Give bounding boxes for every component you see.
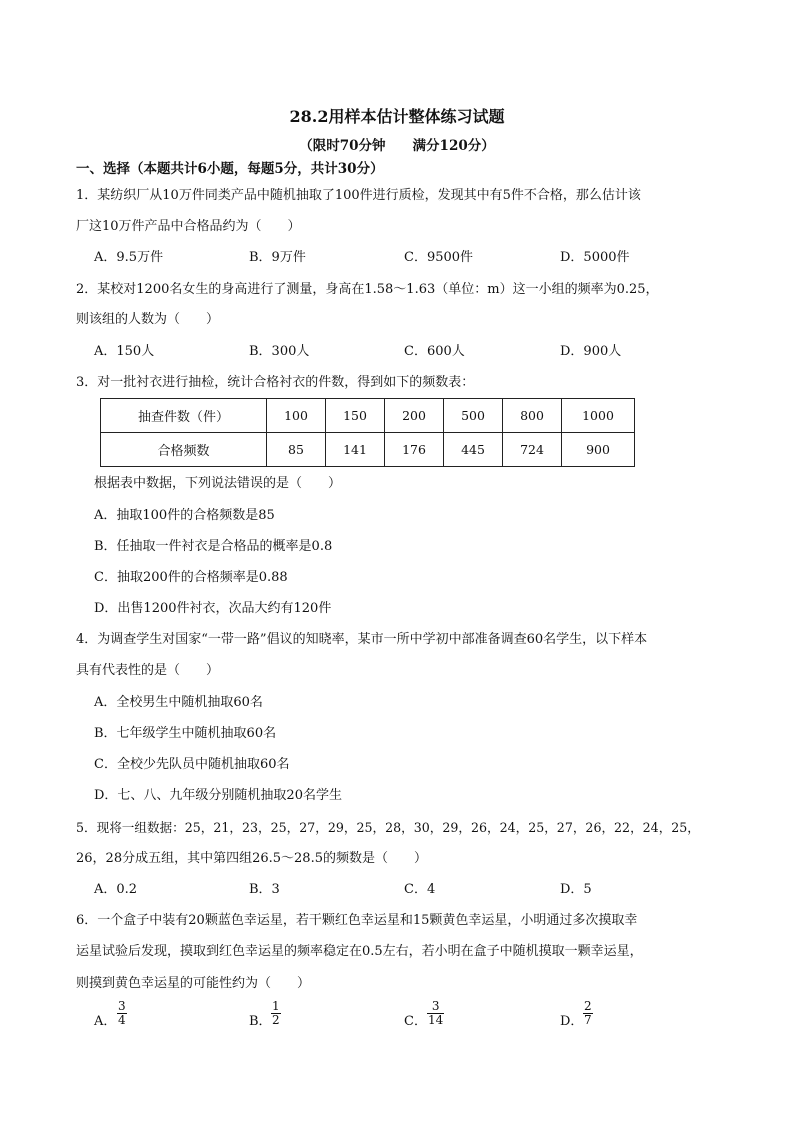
fraction-denominator: 14 [428,1013,444,1027]
question-2-line-2: 则该组的人数为（ ） [76,312,220,327]
question-5-option-b: B．3 [249,882,280,897]
table-cell: 150 [326,399,385,433]
question-3-option-d: D．出售1200件衬衣，次品大约有120件 [94,601,332,616]
table-cell: 100 [267,399,326,433]
fraction-numerator: 3 [118,999,126,1013]
fraction-denominator: 7 [584,1013,592,1027]
question-2-option-c: C．600人 [404,344,465,359]
question-4-line-2: 具有代表性的是（ ） [76,663,220,678]
page-title: 28.2用样本估计整体练习试题 [289,107,505,126]
table-cell: 500 [444,399,503,433]
question-6-option-a-letter: A． [94,1014,117,1029]
question-2-option-d: D．900人 [560,344,622,359]
question-6-option-d-letter: D． [560,1014,584,1029]
frequency-table [100,398,635,467]
page-subtitle: （限时70分钟 满分120分） [299,138,495,154]
table-cell: 800 [503,399,562,433]
table-row-header: 抽查件数（件） [101,399,267,433]
question-6-line-2: 运星试验后发现，摸取到红色幸运星的频率稳定在0.5左右，若小明在盒子中随机摸取一颗幸运星， [76,944,643,959]
question-1-line-2: 厂这10万件产品中合格品约为（ ） [76,219,301,234]
table-cell: 724 [503,433,562,467]
table-row [101,433,635,467]
question-5-line-2: 26，28分成五组，其中第四组26.5～28.5的频数是（ ） [76,851,427,866]
question-1-option-a: A．9.5万件 [94,250,164,265]
table-cell: 1000 [562,399,635,433]
question-1-option-d: D．5000件 [560,250,630,265]
fraction-numerator: 1 [272,999,280,1013]
table-cell: 445 [444,433,503,467]
question-1-option-b: B．9万件 [249,250,306,265]
question-3-option-c: C．抽取200件的合格频率是0.88 [94,570,288,585]
fraction-denominator: 4 [118,1013,126,1027]
question-3-option-a: A．抽取100件的合格频数是85 [94,508,275,523]
table-cell: 200 [385,399,444,433]
question-3-stem: 根据表中数据，下列说法错误的是（ ） [94,476,342,491]
question-2-line-1: 2．某校对1200名女生的身高进行了测量，身高在1.58～1.63（单位：m）这一小组的频率为0.25， [76,282,659,297]
table-cell: 85 [267,433,326,467]
question-5-option-a: A．0.2 [94,882,138,897]
fraction-numerator: 2 [584,999,592,1013]
question-6-option-a-fraction [117,1000,127,1027]
question-3-option-b: B．任抽取一件衬衣是合格品的概率是0.8 [94,539,333,554]
question-6-line-3: 则摸到黄色幸运星的可能性约为（ ） [76,976,311,991]
question-6-option-c-letter: C． [404,1014,427,1029]
question-6-option-b-letter: B． [249,1014,272,1029]
question-4-option-d: D．七、八、九年级分别随机抽取20名学生 [94,788,342,803]
table-cell: 141 [326,433,385,467]
question-6-option-c-fraction [427,1000,444,1027]
question-2-option-a: A．150人 [94,344,155,359]
question-5-option-c: C．4 [404,882,436,897]
question-4-option-a: A．全校男生中随机抽取60名 [94,695,263,710]
question-4-line-1: 4．为调查学生对国家“一带一路”倡议的知晓率，某市一所中学初中部准备调查60名学生，以下样本 [76,632,648,647]
question-2-option-b: B．300人 [249,344,310,359]
question-4-option-c: C．全校少先队员中随机抽取60名 [94,757,290,772]
fraction-numerator: 3 [427,1000,444,1014]
question-6-option-b-fraction [271,1000,281,1027]
table-cell: 176 [385,433,444,467]
question-3-line-1: 3．对一批衬衣进行抽检，统计合格衬衣的件数，得到如下的频数表： [76,375,475,390]
table-row [101,399,635,433]
question-4-option-b: B．七年级学生中随机抽取60名 [94,726,277,741]
question-1-line-1: 1．某纺织厂从10万件同类产品中随机抽取了100件进行质检，发现其中有5件不合格，那么估计该 [76,188,641,203]
question-5-line-1: 5．现将一组数据：25，21，23，25，27，29，25，28，30，29，26，24，25，27，26，22，24，25， [76,820,700,835]
table-cell: 900 [562,433,635,467]
fraction-denominator: 2 [272,1013,280,1027]
table-row-header: 合格频数 [101,433,267,467]
question-1-option-c: C．9500件 [404,250,474,265]
question-6-line-1: 6．一个盒子中装有20颗蓝色幸运星，若干颗红色幸运星和15颗黄色幸运星，小明通过多次摸取幸 [76,913,638,928]
question-6-option-d-fraction [583,1000,593,1027]
section-heading: 一、选择（本题共计6小题，每题5分，共计30分） [76,161,384,177]
question-5-option-d: D．5 [560,882,592,897]
